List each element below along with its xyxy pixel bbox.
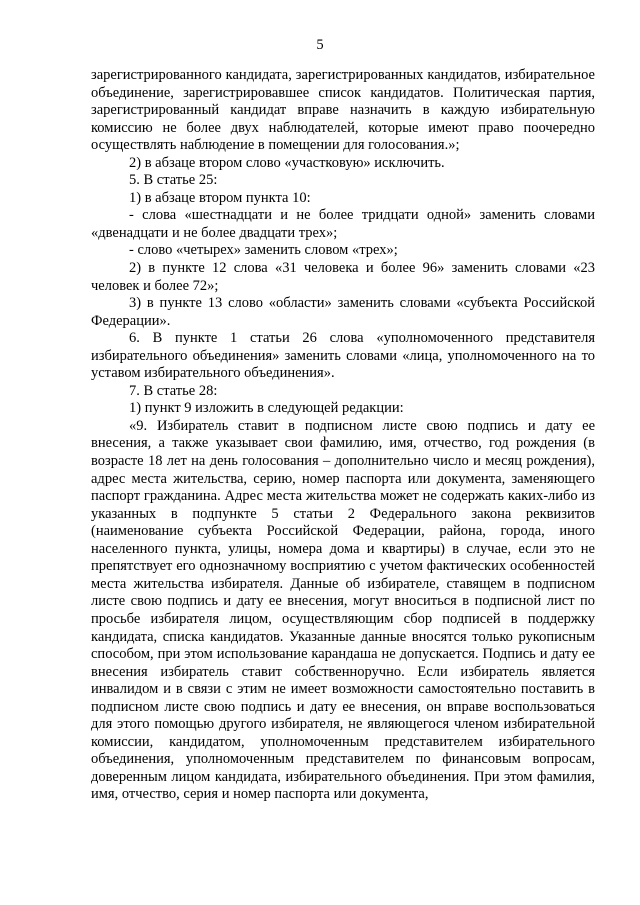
paragraph: 7. В статье 28: bbox=[129, 382, 218, 399]
paragraph: - слово «четырех» заменить словом «трех»; bbox=[129, 242, 398, 259]
paragraph: 6. В пункте 1 статьи 26 слова «уполномоченного представителя избирательного объединения» заменить словами «лица, уполномоченного на то уставом избирательного объединения». bbox=[91, 330, 595, 382]
paragraph: 3) в пункте 13 слово «области» заменить словами «субъекта Российской Федерации». bbox=[91, 295, 595, 329]
document-body bbox=[91, 67, 595, 804]
paragraph: - слова «шестнадцати и не более тридцати одной» заменить словами «двенадцати и не более двадцати трех»; bbox=[91, 207, 595, 241]
paragraph: «9. Избиратель ставит в подписном листе свою подпись и дату ее внесения, а также указывает свои фамилию, имя, отчество, год рождения (в возрасте 18 лет на день голосования – дополнительно число и месяц рождения), адрес места жительства, серию, номер паспорта или документа, заменяющего паспорт гражданина. Адрес места жительства может не содержать каких-либо из указанных в подпункте 5 статьи 2 Федерального закона реквизитов (наименование субъекта Российской Федерации, района, города, иного населенного пункта, улицы, номера дома и квартиры) в случае, если это не препятствует его однозначному восприятию с учетом фактических особенностей места жительства избирателя. Данные об избирателе, ставящем в подписном листе свою подпись и дату ее внесения, могут вноситься в подписной лист по просьбе избирателя лицом, осуществляющим сбор подписей в поддержку кандидата, списка кандидатов. Указанные данные вносятся только рукописным способом, при этом использование карандаша не допускается. Подпись и дату ее внесения избиратель ставит собственноручно. Если избиратель является инвалидом и в связи с этим не имеет возможности самостоятельно поставить в подписном листе свою подпись и дату ее внесения, он вправе воспользоваться для этого помощью другого избирателя, не являющегося членом избирательной комиссии, кандидатом, уполномоченным представителем избирательного объединения, уполномоченным представителем по финансовым вопросам, доверенным лицом кандидата, избирательного объединения. При этом фамилия, имя, отчество, серия и номер паспорта или документа, bbox=[91, 417, 595, 803]
paragraph: 2) в пункте 12 слова «31 человека и более 96» заменить словами «23 человек и более 72»; bbox=[91, 260, 595, 294]
paragraph: зарегистрированного кандидата, зарегистрированных кандидатов, избирательное объединение, зарегистрировавшее список кандидатов. Политическая партия, зарегистрированный кандидат вправе назначить в каждую избирательную комиссию не более двух наблюдателей, которые имеют право поочередно осуществлять наблюдение в помещении для голосования.»; bbox=[91, 67, 595, 154]
paragraph: 1) в абзаце втором пункта 10: bbox=[129, 189, 311, 206]
paragraph: 1) пункт 9 изложить в следующей редакции: bbox=[129, 400, 404, 417]
paragraph: 5. В статье 25: bbox=[129, 172, 218, 189]
page-number: 5 bbox=[316, 37, 324, 53]
paragraph: 2) в абзаце втором слово «участковую» исключить. bbox=[129, 154, 445, 171]
